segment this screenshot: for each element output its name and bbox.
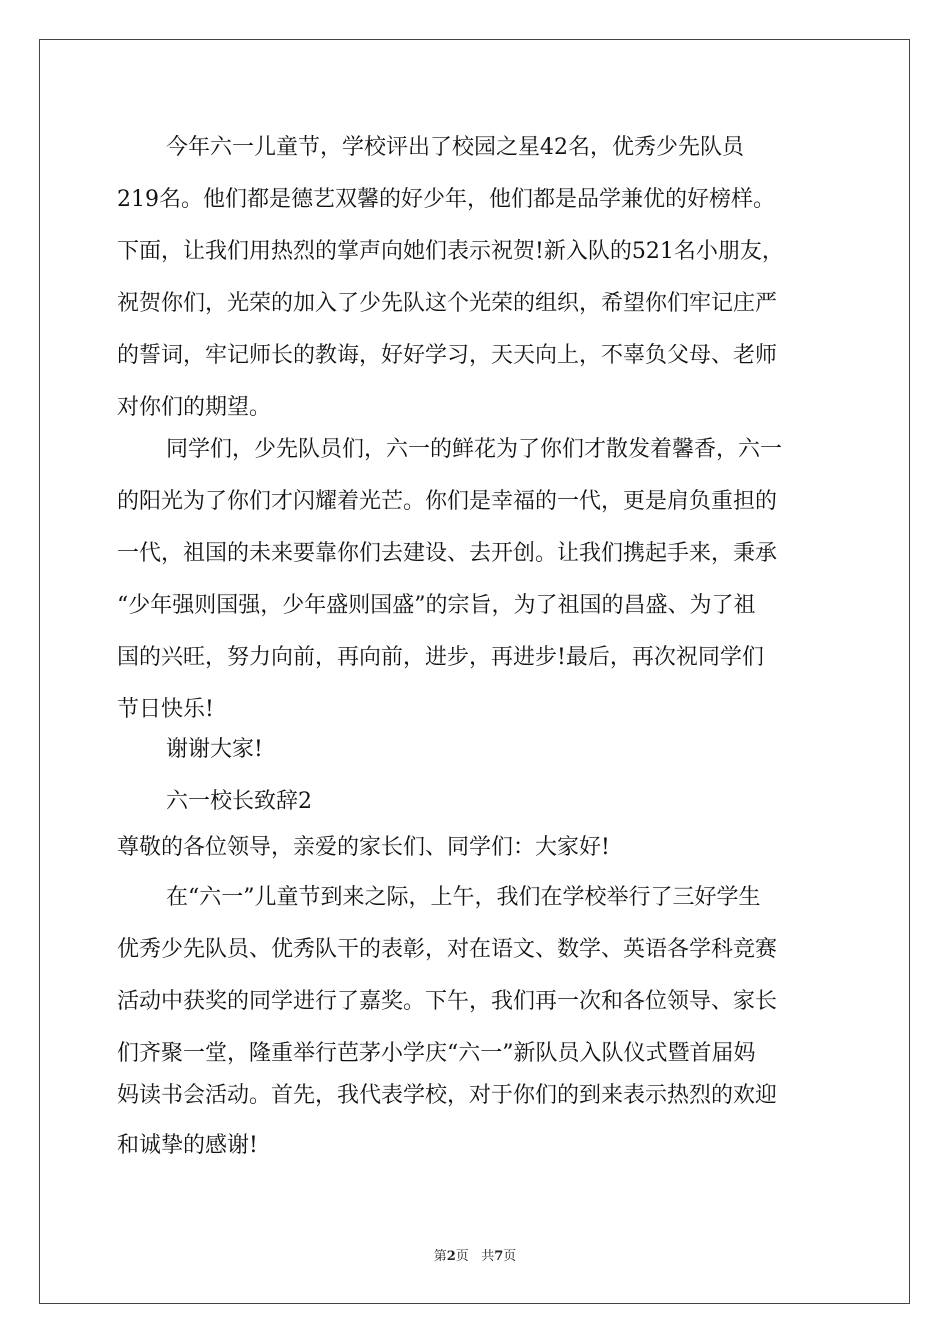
text-line: 对你们的期望。: [117, 395, 272, 420]
text-line: 下面，让我们用热烈的掌声向她们表示祝贺!新入队的521名小朋友，: [117, 239, 784, 264]
text-line: 的阳光为了你们才闪耀着光芒。你们是幸福的一代，更是肩负重担的: [117, 489, 778, 514]
text-line: 优秀少先队员、优秀队干的表彰，对在语文、数学、英语各学科竞赛: [117, 937, 778, 962]
text-line: 们齐聚一堂，隆重举行芭茅小学庆“六一”新队员入队仪式暨首届妈: [117, 1041, 756, 1066]
text-line: 在“六一”儿童节到来之际，上午，我们在学校举行了三好学生: [166, 885, 761, 910]
page-footer: [0, 1249, 950, 1265]
total-suffix: 页: [503, 1249, 517, 1264]
text-line: 同学们，少先队员们，六一的鲜花为了你们才散发着馨香，六一: [166, 437, 783, 462]
text-line: 祝贺你们，光荣的加入了少先队这个光荣的组织，希望你们牢记庄严: [117, 291, 778, 316]
text-line: 妈读书会活动。首先，我代表学校，对于你们的到来表示热烈的欢迎: [117, 1083, 778, 1108]
page-suffix: 页: [455, 1249, 469, 1264]
text-line: 一代，祖国的未来要靠你们去建设、去开创。让我们携起手来，秉承: [117, 541, 778, 566]
text-line: 今年六一儿童节，学校评出了校园之星42名，优秀少先队员: [166, 135, 744, 160]
section-heading: 六一校长致辞2: [166, 789, 312, 814]
salutation: 尊敬的各位领导，亲爱的家长们、同学们：大家好!: [117, 835, 610, 860]
text-line: 和诚挚的感谢!: [117, 1133, 258, 1158]
text-line: 的誓词，牢记师长的教诲，好好学习，天天向上，不辜负父母、老师: [117, 343, 778, 368]
text-line: 节日快乐!: [117, 697, 214, 722]
total-pages: 7: [494, 1249, 504, 1264]
text-line: 活动中获奖的同学进行了嘉奖。下午，我们再一次和各位领导、家长: [117, 989, 778, 1014]
page-number: 2: [446, 1249, 456, 1264]
text-line: “少年强则国强，少年盛则国盛”的宗旨，为了祖国的昌盛、为了祖: [117, 593, 756, 618]
text-line: 国的兴旺，努力向前，再向前，进步，再进步!最后，再次祝同学们: [117, 645, 764, 670]
page-prefix: 第: [433, 1249, 447, 1264]
text-line: 219名。他们都是德艺双馨的好少年，他们都是品学兼优的好榜样。: [117, 187, 775, 212]
total-prefix: 共: [481, 1249, 495, 1264]
text-line: 谢谢大家!: [166, 737, 263, 762]
